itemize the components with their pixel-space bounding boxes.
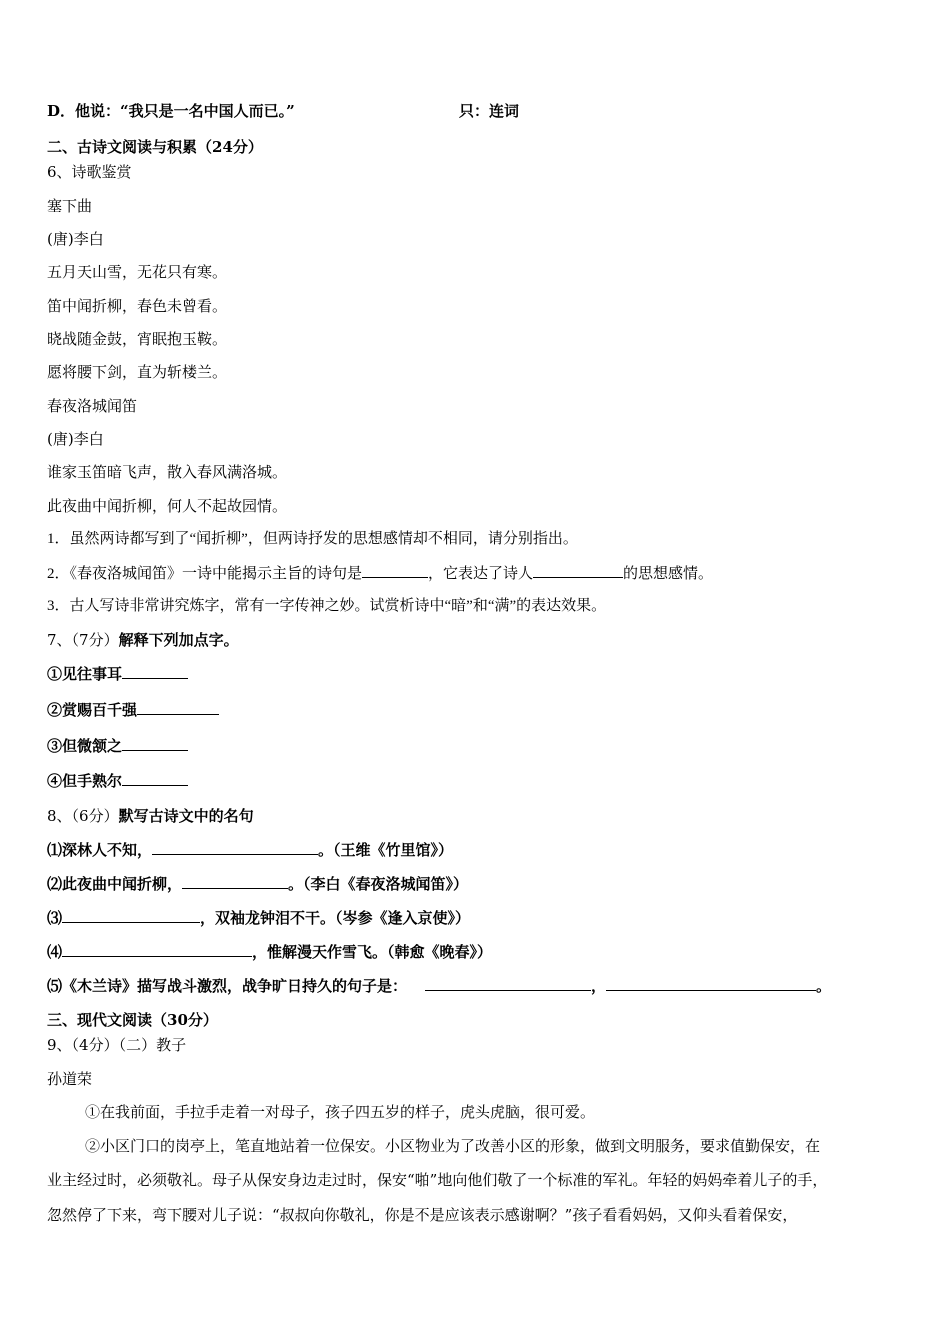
- q8-item-end: 。: [816, 977, 832, 995]
- q7-prefix: 7、（7分）: [47, 631, 119, 649]
- answer-blank[interactable]: [425, 976, 591, 991]
- q8-item-3: [47, 908, 470, 928]
- article-author: 孙道荣: [47, 1070, 93, 1088]
- answer-blank[interactable]: [182, 874, 288, 889]
- article-paragraph-2-line: 业主经过时，必须敬礼。母子从保安身边走过时，保安“啪”地向他们敬了一个标准的军礼。年轻的妈妈牵着儿子的手，: [47, 1171, 828, 1189]
- article-paragraph-1: ①在我前面，手拉手走着一对母子，孩子四五岁的样子，虎头虎脑，很可爱。: [85, 1103, 596, 1121]
- q8-item-num: ⑵: [47, 875, 63, 893]
- answer-blank[interactable]: [152, 840, 318, 855]
- q8-item-source: 。（李白《春夜洛城闻笛》）: [288, 875, 469, 893]
- q7-item: [47, 736, 188, 756]
- poem1-line: 晓战随金鼓，宵眠抱玉鞍。: [47, 330, 228, 348]
- q8-item-source: 。（王维《竹里馆》）: [318, 841, 454, 859]
- q8-item-1: [47, 840, 453, 860]
- answer-blank[interactable]: [122, 771, 188, 786]
- section-2-title: 二、古诗文阅读与积累（24分）: [47, 138, 263, 156]
- q9-title: 9、（4分）（二）教子: [47, 1036, 187, 1054]
- q6-sub2: [47, 563, 713, 584]
- q8-item-2: [47, 874, 468, 894]
- answer-blank[interactable]: [606, 976, 816, 991]
- poem2-title: 春夜洛城闻笛: [47, 397, 138, 415]
- answer-blank[interactable]: [533, 563, 623, 578]
- q7-item: [47, 700, 219, 720]
- q8-item-source: ，双袖龙钟泪不干。（岑参《逢入京使》）: [200, 909, 471, 927]
- poem1-author: (唐)李白: [47, 230, 104, 248]
- poem2-line: 谁家玉笛暗飞声，散入春风满洛城。: [47, 463, 288, 481]
- q7-item: [47, 771, 188, 791]
- answer-blank[interactable]: [62, 908, 200, 923]
- q7-item-text: ①见往事耳: [47, 665, 123, 683]
- q8-title: 默写古诗文中的名句: [118, 807, 254, 825]
- q8-item-sep: ，: [591, 977, 607, 995]
- poem1-title: 塞下曲: [47, 197, 93, 215]
- article-paragraph-2-line: 忽然停了下来，弯下腰对儿子说：“叔叔向你敬礼，你是不是应该表示感谢啊？”孩子看看妈妈，又仰头看着保安，: [47, 1206, 798, 1224]
- answer-blank[interactable]: [62, 942, 252, 957]
- q8-item-4: [47, 942, 492, 962]
- answer-blank[interactable]: [137, 700, 219, 715]
- q8-item-5: [47, 976, 831, 996]
- answer-blank[interactable]: [122, 664, 188, 679]
- poem2-author: (唐)李白: [47, 430, 104, 448]
- poem1-line: 五月天山雪，无花只有寒。: [47, 263, 228, 281]
- q8-item-text: 《木兰诗》描写战斗激烈，战争旷日持久的句子是：: [62, 977, 408, 995]
- poem1-line: 笛中闻折柳，春色未曾看。: [47, 297, 228, 315]
- q6-title: 6、诗歌鉴赏: [47, 163, 132, 181]
- q5-option-d-text: D．他说：“我只是一名中国人而已。”: [47, 102, 295, 120]
- article-paragraph-2-line: ②小区门口的岗亭上，笔直地站着一位保安。小区物业为了改善小区的形象，做到文明服务，要求值勤保安，在: [85, 1137, 821, 1155]
- q7-item-text: ③但微颔之: [47, 737, 123, 755]
- q7-item: [47, 664, 188, 684]
- q8-header: [47, 806, 254, 826]
- poem1-line: 愿将腰下剑，直为斩楼兰。: [47, 363, 228, 381]
- q6-sub1: 1．虽然两诗都写到了“闻折柳”，但两诗抒发的思想感情却不相同，请分别指出。: [47, 531, 578, 547]
- q8-item-text: 此夜曲中闻折柳，: [62, 875, 183, 893]
- q6-sub2-part3: 的思想感情。: [623, 566, 714, 582]
- q8-item-source: ，惟解漫天作雪飞。（韩愈《晚春》）: [252, 943, 493, 961]
- q7-item-text: ④但手熟尔: [47, 772, 123, 790]
- answer-blank[interactable]: [122, 736, 188, 751]
- q8-prefix: 8、（6分）: [47, 807, 119, 825]
- q5-option-d: [47, 101, 520, 121]
- q8-item-text: 深林人不知，: [62, 841, 153, 859]
- q6-sub2-part1: 2．《春夜洛城闻笛》一诗中能揭示主旨的诗句是: [47, 566, 363, 582]
- q8-item-num: ⑶: [47, 909, 63, 927]
- q6-sub3: 3．古人写诗非常讲究炼字，常有一字传神之妙。试赏析诗中“暗”和“满”的表达效果。: [47, 598, 607, 614]
- q8-item-num: ⑴: [47, 841, 63, 859]
- section-3-title: 三、现代文阅读（30分）: [47, 1011, 218, 1029]
- q7-header: [47, 630, 239, 650]
- q8-item-num: ⑸: [47, 977, 63, 995]
- q7-item-text: ②赏赐百千强: [47, 701, 138, 719]
- poem2-line: 此夜曲中闻折柳，何人不起故园情。: [47, 497, 288, 515]
- q6-sub2-part2: ，它表达了诗人: [428, 566, 534, 582]
- answer-blank[interactable]: [362, 563, 428, 578]
- q7-title: 解释下列加点字。: [118, 631, 239, 649]
- q8-item-num: ⑷: [47, 943, 63, 961]
- q5-option-d-answer: 只：连词: [459, 102, 520, 120]
